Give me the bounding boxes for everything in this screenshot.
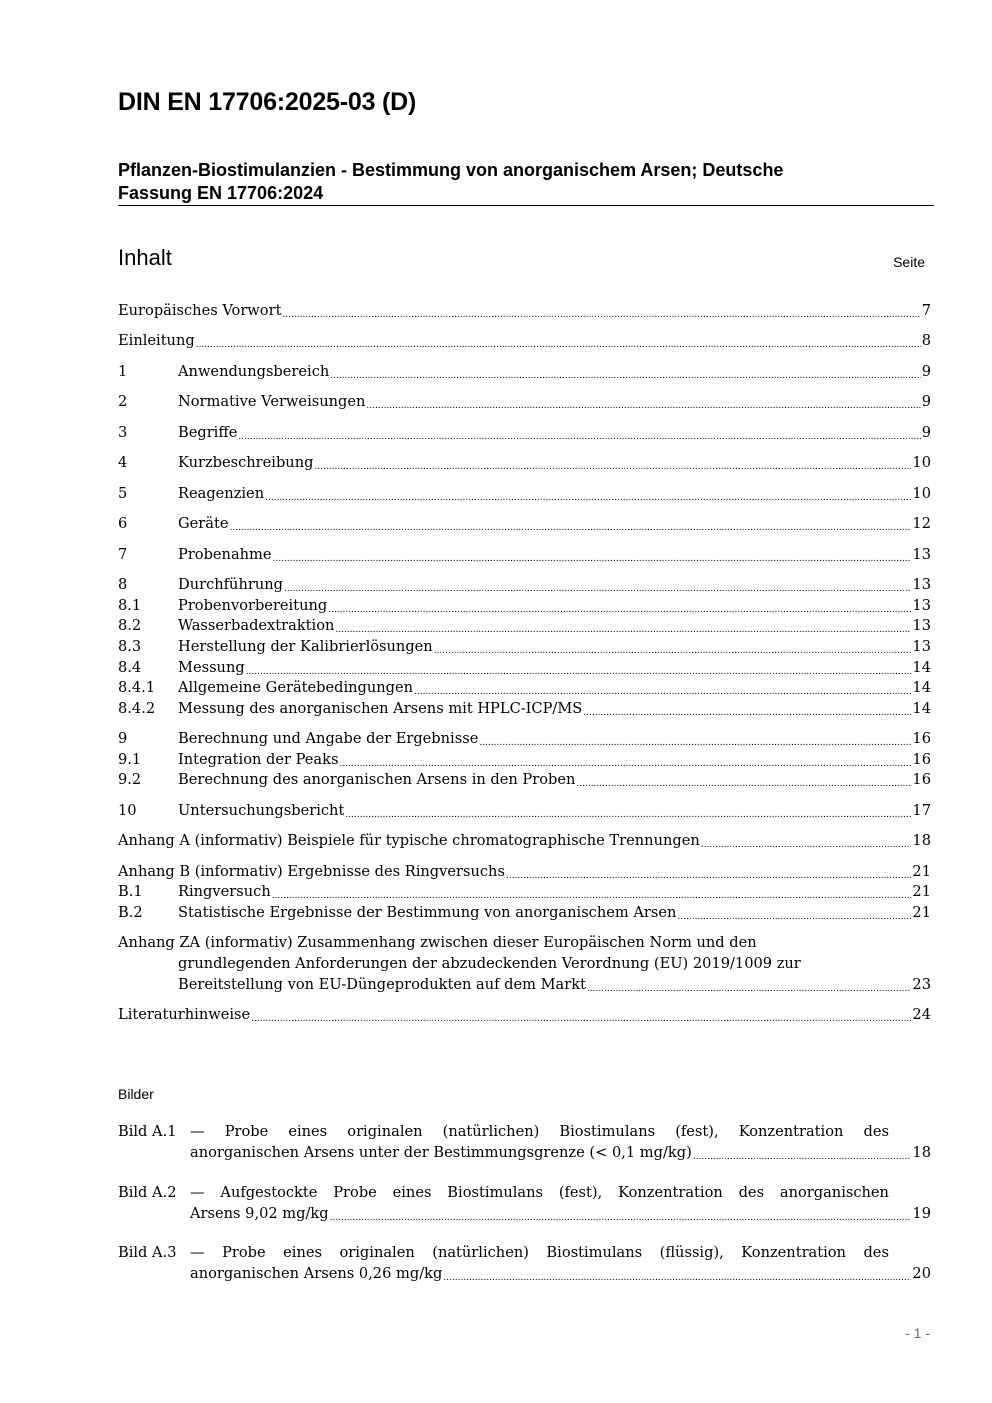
title-rule xyxy=(118,205,934,206)
toc-entry-title: Herstellung der Kalibrierlösungen xyxy=(178,638,433,655)
figure-caption-line: anorganischen Arsens 0,26 mg/kg xyxy=(190,1265,443,1282)
toc-leader xyxy=(693,1146,912,1162)
page-number: - 1 - xyxy=(905,1325,930,1341)
toc-leader xyxy=(330,365,920,381)
toc-leader xyxy=(479,732,911,748)
toc-leader xyxy=(265,487,911,503)
toc-entry[interactable] xyxy=(118,883,931,905)
toc-entry-title: Berechnung und Angabe der Ergebnisse xyxy=(178,730,479,747)
figure-entry[interactable] xyxy=(118,1244,931,1286)
toc-entry-title: Ringversuch xyxy=(178,883,271,900)
toc-entry-page: 13 xyxy=(912,617,931,634)
toc-entry[interactable] xyxy=(118,576,931,598)
toc-entry-number: 5 xyxy=(118,485,128,502)
toc-entry-number: 8.4.1 xyxy=(118,679,156,696)
toc-entry-number: 8.4.2 xyxy=(118,700,156,717)
toc-leader xyxy=(434,640,912,656)
figure-page: 19 xyxy=(912,1205,931,1222)
toc-entry[interactable] xyxy=(118,546,931,568)
toc-entry-number: 9.2 xyxy=(118,771,142,788)
figure-label: Bild A.3 xyxy=(118,1244,177,1261)
toc-entry[interactable] xyxy=(118,332,931,354)
toc-entry-page: 17 xyxy=(912,802,931,819)
toc-entry-title: Normative Verweisungen xyxy=(178,393,366,410)
toc-leader xyxy=(587,978,911,994)
toc-entry-page: 13 xyxy=(912,576,931,593)
toc-entry-title: Europäisches Vorwort xyxy=(118,302,282,319)
toc-entry-annex-za[interactable] xyxy=(118,934,931,997)
toc-page-column-label: Seite xyxy=(893,254,925,270)
toc-leader xyxy=(238,426,920,442)
toc-entry-title: Anhang B (informativ) Ergebnisse des Ringversuchs xyxy=(118,863,505,880)
toc-entry-number: 8.1 xyxy=(118,597,142,614)
toc-entry-page: 16 xyxy=(912,751,931,768)
figure-caption-line: Arsens 9,02 mg/kg xyxy=(190,1205,329,1222)
toc-entry-title-line: grundlegenden Anforderungen der abzudeckenden Verordnung (EU) 2019/1009 zur xyxy=(178,955,801,972)
toc-entry[interactable] xyxy=(118,863,931,885)
toc-entry-title: Messung xyxy=(178,659,245,676)
toc-entry-title-line: Bereitstellung von EU-Düngeprodukten auf dem Markt xyxy=(178,976,586,993)
toc-entry-page: 14 xyxy=(912,659,931,676)
figure-caption-line: — Probe eines originalen (natürlichen) Biostimulans (fest), Konzentration des xyxy=(190,1123,889,1140)
toc-entry-page: 13 xyxy=(912,597,931,614)
figure-label: Bild A.2 xyxy=(118,1184,177,1201)
toc-entry-number: 3 xyxy=(118,424,128,441)
document-title: DIN EN 17706:2025-03 (D) xyxy=(118,88,417,116)
toc-entry-title: Berechnung des anorganischen Arsens in den Proben xyxy=(178,771,576,788)
toc-entry-title: Anwendungsbereich xyxy=(178,363,330,380)
toc-entry-title: Anhang A (informativ) Beispiele für typische chromatographische Trennungen xyxy=(118,832,700,849)
toc-entry-title: Wasserbadextraktion xyxy=(178,617,335,634)
toc-entry-title: Allgemeine Gerätebedingungen xyxy=(178,679,414,696)
toc-entry-title: Kurzbeschreibung xyxy=(178,454,314,471)
toc-entry-page: 8 xyxy=(921,332,931,349)
toc-entry[interactable] xyxy=(118,832,931,854)
toc-entry-page: 21 xyxy=(912,904,931,921)
toc-entry[interactable] xyxy=(118,904,931,926)
toc-entry[interactable] xyxy=(118,679,931,701)
toc-leader xyxy=(246,661,912,677)
figure-caption-line: — Probe eines originalen (natürlichen) Biostimulans (flüssig), Konzentration des xyxy=(190,1244,889,1261)
figure-label: Bild A.1 xyxy=(118,1123,177,1140)
toc-entry-number: 10 xyxy=(118,802,137,819)
toc-entry-number: 8.2 xyxy=(118,617,142,634)
toc-entry-title: Integration der Peaks xyxy=(178,751,339,768)
toc-entry-page: 10 xyxy=(912,454,931,471)
toc-entry-title: Probenvorbereitung xyxy=(178,597,328,614)
toc-entry-title: Reagenzien xyxy=(178,485,265,502)
figure-page: 18 xyxy=(912,1144,931,1161)
toc-entry[interactable] xyxy=(118,638,931,660)
toc-entry-page: 21 xyxy=(912,863,931,880)
toc-entry-page: 14 xyxy=(912,700,931,717)
toc-entry-title-line: Anhang ZA (informativ) Zusammenhang zwischen dieser Europäischen Norm und den xyxy=(118,934,757,951)
toc-leader xyxy=(272,885,912,901)
toc-entry[interactable] xyxy=(118,424,931,446)
toc-entry-number: 9.1 xyxy=(118,751,142,768)
toc-entry-page: 14 xyxy=(912,679,931,696)
toc-entry-page: 9 xyxy=(921,393,931,410)
toc-entry[interactable] xyxy=(118,1006,931,1028)
toc-entry[interactable] xyxy=(118,617,931,639)
toc-entry-number: 8.3 xyxy=(118,638,142,655)
toc-entry[interactable] xyxy=(118,771,931,793)
toc-entry-page: 10 xyxy=(912,485,931,502)
toc-entry-page: 16 xyxy=(912,771,931,788)
subtitle-line: Fassung EN 17706:2024 xyxy=(118,183,324,203)
toc-leader xyxy=(345,804,911,820)
toc-entry-title: Begriffe xyxy=(178,424,238,441)
toc-entry-page: 21 xyxy=(912,883,931,900)
subtitle-line: Pflanzen-Biostimulanzien - Bestimmung von anorganischem Arsen; Deutsche xyxy=(118,160,784,180)
toc-leader xyxy=(273,548,912,564)
figures-heading: Bilder xyxy=(118,1086,154,1102)
document-subtitle xyxy=(118,159,934,205)
toc-entry-number: B.1 xyxy=(118,883,143,900)
toc-entry-page: 9 xyxy=(921,363,931,380)
toc-entry-page: 12 xyxy=(912,515,931,532)
toc-entry-title: Durchführung xyxy=(178,576,283,593)
toc-leader xyxy=(282,304,920,320)
figure-entry[interactable] xyxy=(118,1123,931,1165)
toc-entry-title: Probenahme xyxy=(178,546,272,563)
toc-entry-page: 24 xyxy=(912,1006,931,1023)
toc-entry-title: Untersuchungsbericht xyxy=(178,802,345,819)
toc-entry[interactable] xyxy=(118,454,931,476)
toc-entry[interactable] xyxy=(118,802,931,824)
toc-leader xyxy=(251,1008,911,1024)
toc-entry-number: 4 xyxy=(118,454,128,471)
toc-entry[interactable] xyxy=(118,730,931,752)
toc-leader xyxy=(339,753,911,769)
toc-entry-page: 16 xyxy=(912,730,931,747)
toc-leader xyxy=(576,773,911,789)
toc-entry-page: 13 xyxy=(912,546,931,563)
toc-entry[interactable] xyxy=(118,597,931,619)
toc-entry[interactable] xyxy=(118,700,931,722)
toc-entry[interactable] xyxy=(118,393,931,415)
toc-leader xyxy=(330,1207,912,1223)
toc-leader xyxy=(701,834,912,850)
toc-entry[interactable] xyxy=(118,302,931,324)
toc-leader xyxy=(328,599,911,615)
toc-entry[interactable] xyxy=(118,659,931,681)
toc-leader xyxy=(366,395,920,411)
toc-leader xyxy=(506,865,911,881)
toc-entry-number: 1 xyxy=(118,363,128,380)
toc-entry-number: B.2 xyxy=(118,904,143,921)
toc-leader xyxy=(583,702,911,718)
toc-leader xyxy=(335,619,911,635)
toc-entry-number: 2 xyxy=(118,393,128,410)
figure-caption-line: anorganischen Arsens unter der Bestimmungsgrenze (< 0,1 mg/kg) xyxy=(190,1144,692,1161)
toc-entry[interactable] xyxy=(118,363,931,385)
toc-entry[interactable] xyxy=(118,485,931,507)
toc-entry-number: 6 xyxy=(118,515,128,532)
toc-leader xyxy=(314,456,911,472)
toc-leader xyxy=(677,906,911,922)
toc-entry-title: Literaturhinweise xyxy=(118,1006,251,1023)
toc-entry[interactable] xyxy=(118,515,931,537)
toc-entry-page: 9 xyxy=(921,424,931,441)
toc-entry-number: 9 xyxy=(118,730,128,747)
toc-heading: Inhalt xyxy=(118,245,172,270)
toc-entry-number: 7 xyxy=(118,546,128,563)
figure-entry[interactable] xyxy=(118,1184,931,1226)
toc-entry-number: 8.4 xyxy=(118,659,142,676)
toc-leader xyxy=(443,1267,911,1283)
toc-entry[interactable] xyxy=(118,751,931,773)
figure-caption-line: — Aufgestockte Probe eines Biostimulans (fest), Konzentration des anorganischen xyxy=(190,1184,889,1201)
toc-entry-page: 7 xyxy=(921,302,931,319)
toc-entry-page: 23 xyxy=(912,976,931,993)
toc-leader xyxy=(196,334,921,350)
toc-entry-number: 8 xyxy=(118,576,128,593)
toc-entry-title: Statistische Ergebnisse der Bestimmung von anorganischem Arsen xyxy=(178,904,677,921)
toc-entry-title: Messung des anorganischen Arsens mit HPLC-ICP/MS xyxy=(178,700,583,717)
toc-entry-page: 18 xyxy=(912,832,931,849)
toc-leader xyxy=(414,681,911,697)
toc-entry-page: 13 xyxy=(912,638,931,655)
toc-entry-title: Einleitung xyxy=(118,332,195,349)
toc-entry-title: Geräte xyxy=(178,515,229,532)
toc-leader xyxy=(284,578,911,594)
toc-leader xyxy=(229,517,911,533)
figure-page: 20 xyxy=(912,1265,931,1282)
